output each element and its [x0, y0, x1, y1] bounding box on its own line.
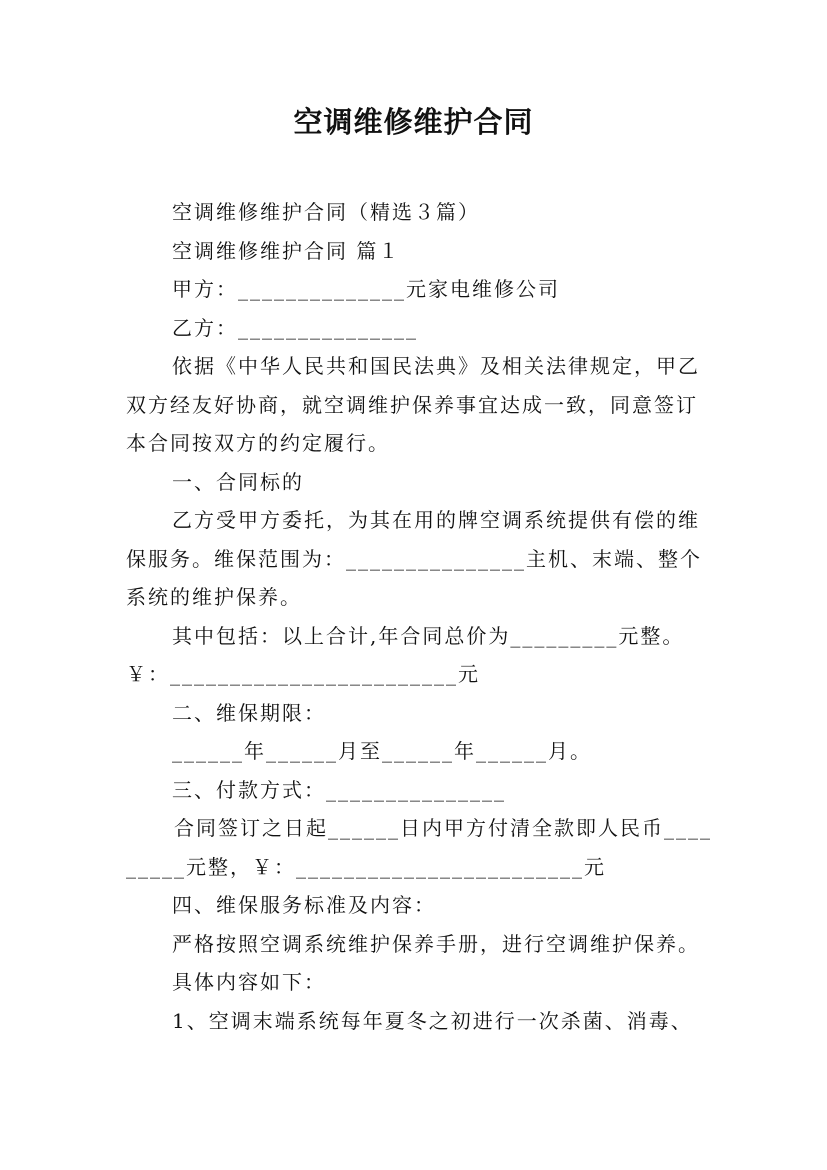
- clause-4-heading: 四、维保服务标准及内容：: [172, 893, 436, 917]
- subtitle-line: 空调维修维护合同（精选３篇）: [172, 200, 480, 224]
- document-title: 空调维修维护合同: [293, 105, 534, 139]
- standard-paragraph: 严格按照空调系统维护保养手册，进行空调维护保养。: [172, 931, 700, 956]
- period-line: ______年______月至______年______月。: [172, 739, 592, 763]
- clause-3-heading: 三、付款方式：_______________: [172, 777, 506, 802]
- party-b-line: 乙方：_______________: [172, 315, 418, 340]
- document-body: [126, 193, 716, 1040]
- content-item-1: 1、空调末端系统每年夏冬之初进行一次杀菌、消毒、: [172, 1008, 693, 1033]
- clause-1-heading: 一、合同标的: [172, 469, 304, 494]
- section-heading: 空调维修维护合同 篇１: [172, 238, 401, 263]
- price-paragraph: 其中包括：以上合计,年合同总价为_________元整。￥：________________________元: [126, 623, 685, 686]
- party-a-line: 甲方：______________元家电维修公司: [172, 277, 560, 301]
- content-intro: 具体内容如下：: [172, 970, 326, 994]
- clause-2-heading: 二、维保期限：: [172, 700, 326, 725]
- clause-1-paragraph: 乙方受甲方委托，为其在用的牌空调系统提供有偿的维保服务。维保范围为：_______________主机、末端、整个系统的维护保养。: [126, 508, 702, 609]
- payment-paragraph: 合同签订之日起______日内甲方付清全款即人民币_________元整，￥：________________________元: [126, 816, 712, 879]
- preamble-paragraph: 依据《中华人民共和国民法典》及相关法律规定，甲乙双方经友好协商，就空调维护保养事宜达成一致，同意签订本合同按双方的约定履行。: [126, 354, 700, 455]
